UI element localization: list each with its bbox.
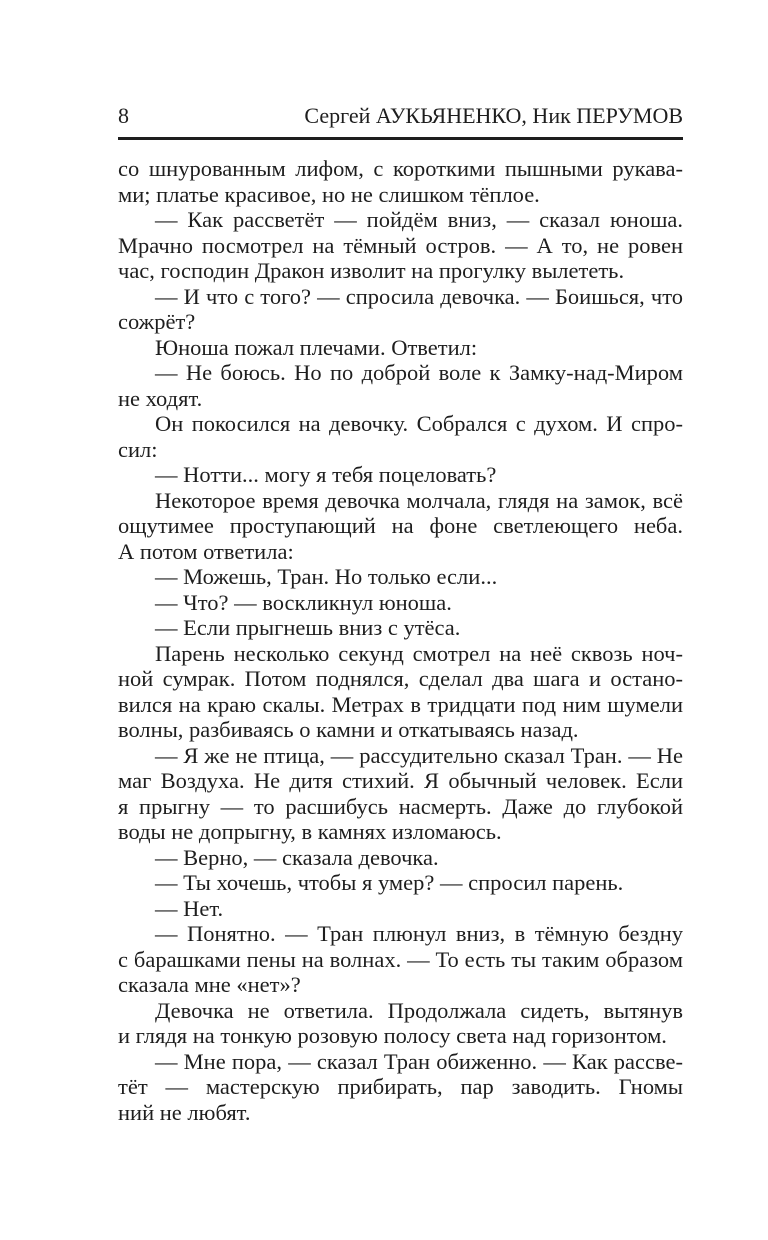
page-header: [118, 101, 683, 131]
page-number: 8: [118, 103, 129, 128]
text-line: со шнурованным лифом, с короткими пышными рукава-: [118, 156, 683, 181]
text-line: маг Воздуха. Не дитя стихий. Я обычный человек. Если: [118, 768, 683, 793]
text-line: ми; платье красивое, но не слишком тёплое.: [118, 181, 540, 207]
text-line: ний не любят.: [118, 1099, 251, 1125]
text-line: воды не допрыгну, в камнях изломаюсь.: [118, 819, 502, 844]
text-line: — Верно, — сказала девочка.: [155, 844, 439, 870]
text-line: А потом ответила:: [118, 538, 294, 564]
text-line: — Ты хочешь, чтобы я умер? — спросил парень.: [155, 870, 624, 895]
text-line: — Нотти... могу я тебя поцеловать?: [155, 462, 497, 487]
text-line: не ходят.: [118, 385, 203, 411]
text-line: волны, разбиваясь о камни и откатываясь назад.: [118, 717, 579, 742]
text-line: Парень несколько секунд смотрел на неё сквозь ноч-: [155, 640, 683, 666]
text-line: Девочка не ответила. Продолжала сидеть, вытянув: [155, 997, 683, 1023]
text-line: я прыгну — то расшибусь насмерть. Даже до глубокой: [118, 793, 683, 819]
text-line: сил:: [118, 436, 158, 462]
text-line: — Что? — воскликнул юноша.: [155, 589, 452, 615]
text-line: — Если прыгнешь вниз с утёса.: [155, 615, 461, 640]
text-line: тёт — мастерскую прибирать, пар заводить. Гномы: [118, 1074, 683, 1099]
text-line: вился на краю скалы. Метрах в тридцати под ним шумели: [118, 691, 683, 717]
text-line: — Нет.: [155, 895, 224, 921]
text-line: Юноша пожал плечами. Ответил:: [155, 334, 478, 360]
body-text: [118, 156, 683, 1125]
text-line: ощутимее проступающий на фоне светлеющего неба.: [118, 513, 683, 538]
text-line: — Понятно. — Тран плюнул вниз, в тёмную бездну: [155, 921, 683, 946]
text-line: Он покосился на девочку. Собрался с духом. И спро-: [155, 411, 683, 436]
text-line: с барашками пены на волнах. — То есть ты таким образом: [118, 946, 683, 972]
text-line: сказала мне «нет»?: [118, 972, 301, 997]
text-line: — Как рассветёт — пойдём вниз, — сказал юноша.: [155, 207, 683, 232]
text-line: Некоторое время девочка молчала, глядя на замок, всё: [155, 487, 683, 513]
text-line: — Мне пора, — сказал Тран обиженно. — Как рассве-: [155, 1048, 683, 1074]
text-line: — Можешь, Тран. Но только если...: [155, 564, 498, 589]
text-line: — Не боюсь. Но по доброй воле к Замку-над-Миром: [155, 360, 683, 385]
text-line: сожрёт?: [118, 309, 196, 334]
running-title: Сергей АУКЬЯНЕНКО, Ник ПЕРУМОВ: [304, 103, 683, 128]
text-line: ной сумрак. Потом поднялся, сделал два шага и остано-: [118, 666, 683, 691]
text-line: — Я же не птица, — рассудительно сказал Тран. — Не: [155, 742, 683, 768]
text-line: и глядя на тонкую розовую полосу света над горизонтом.: [118, 1023, 667, 1048]
header-rule: [118, 137, 683, 140]
text-line: Мрачно посмотрел на тёмный остров. — А то, не ровен: [118, 232, 683, 258]
text-line: час, господин Дракон изволит на прогулку вылететь.: [118, 258, 625, 283]
text-line: — И что с того? — спросила девочка. — Боишься, что: [155, 283, 683, 309]
